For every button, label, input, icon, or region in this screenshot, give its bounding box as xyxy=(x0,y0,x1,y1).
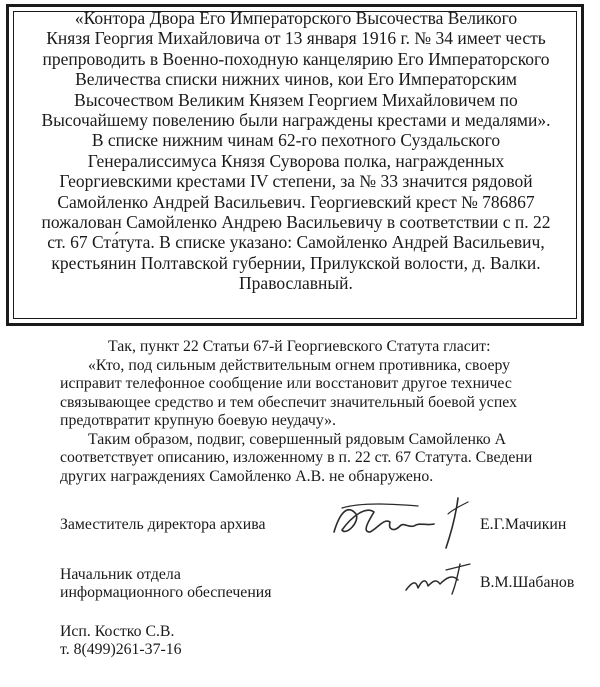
statute-quote-line: исправит телефонное сообщение или восстановит другое техничес xyxy=(60,375,512,392)
boxed-quote-line: Георгиевскими крестами IV степени, за № 33 значится рядовой xyxy=(59,171,533,192)
deputy-signature-handwritten xyxy=(322,492,482,552)
statute-intro: Так, пункт 22 Статьи 67-й Георгиевского Статута гласит: xyxy=(108,338,491,355)
statute-quote-line: «Кто, под сильным действительным огнем противника, своеру xyxy=(88,356,511,374)
boxed-quote-line: ст. 67 Ста́тута. В списке указано: Самойленко Андрей Васильевич, xyxy=(47,232,545,253)
head-of-department-name: В.М.Шабанов xyxy=(480,574,575,591)
letter-body xyxy=(60,338,600,486)
boxed-quote-line: препроводить в Военно-походную канцелярию Его Императорского xyxy=(42,48,550,69)
conclusion-line: других награждениях Самойленко А.В. не обнаружено. xyxy=(60,467,434,485)
boxed-quote-line: крестьянин Полтавской губернии, Прилукской волости, д. Валки. xyxy=(51,252,541,273)
conclusion-line: соответствует описанию, изложенному в п. 22 ст. 67 Статута. Сведени xyxy=(60,449,533,466)
statute-quote-line: связывающее средство и тем обеспечит значительный боевой успех xyxy=(60,393,517,411)
head-of-department-title-line2: информационного обеспечения xyxy=(60,584,272,601)
conclusion-line: Таким образом, подвиг, совершенный рядовым Самойленко А xyxy=(88,430,507,448)
boxed-quote xyxy=(16,8,576,294)
boxed-quote-line: «Контора Двора Его Императорского Высочества Великого xyxy=(74,8,518,28)
boxed-quote-line: Величества списки нижних чинов, кои Его Императорским xyxy=(75,69,517,90)
boxed-quote-line: Князя Георгия Михайловича от 13 января 1916 г. № 34 имеет честь xyxy=(46,28,546,49)
deputy-director-title: Заместитель директора архива xyxy=(60,516,266,533)
boxed-quote-line: пожалован Самойленко Андрею Васильевичу в соответствии с п. 22 xyxy=(41,212,551,233)
boxed-quote-line: Православный. xyxy=(239,273,353,294)
boxed-quote-line: Высочеством Великим Князем Георгием Михайловичем по xyxy=(74,89,518,110)
boxed-quote-line: Генералиссимуса Князя Суворова полка, награжденных xyxy=(87,150,505,171)
boxed-quote-line: В списке нижним чинам 62-го пехотного Суздальского xyxy=(91,130,501,151)
head-of-department-title-line1: Начальник отдела xyxy=(60,566,181,583)
executor-name: Исп. Костко С.В. xyxy=(60,623,175,640)
statute-quote-line: предотвратит крупную боевую неудачу». xyxy=(60,412,336,429)
boxed-quote-line: Высочайшему повелению были награждены крестами и медалями». xyxy=(41,110,551,131)
executor-phone: т. 8(499)261-37-16 xyxy=(60,641,182,658)
boxed-quote-line: Самойленко Андрей Васильевич. Георгиевский крест № 786867 xyxy=(57,191,535,212)
head-signature-handwritten xyxy=(400,560,480,600)
deputy-director-name: Е.Г.Мачикин xyxy=(480,516,567,533)
